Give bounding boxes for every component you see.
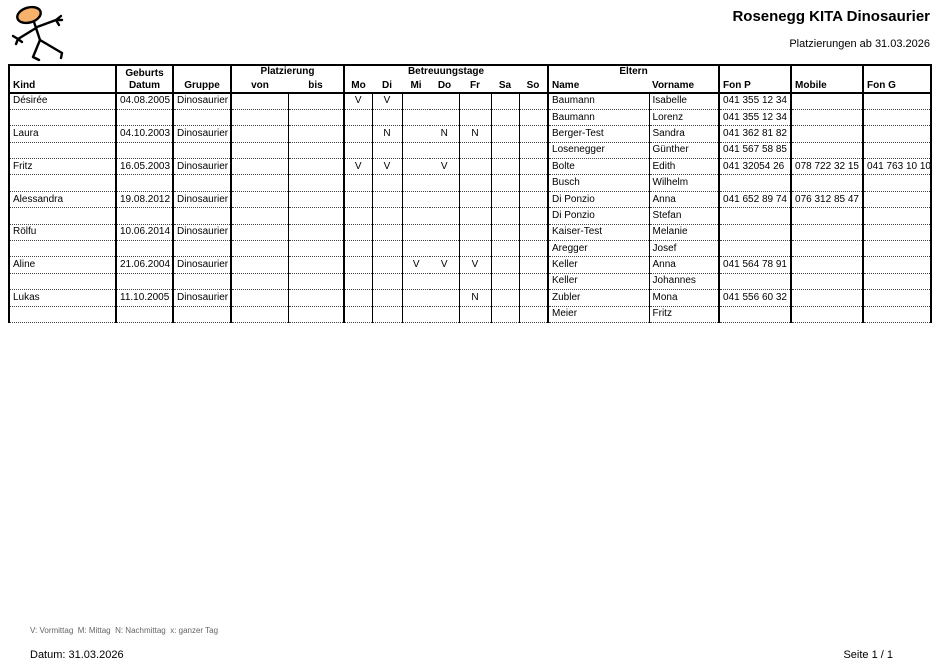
cell-so	[519, 175, 548, 191]
cell-sa	[491, 273, 519, 289]
cell-sa	[491, 142, 519, 158]
cell-fr: N	[459, 290, 491, 306]
cell-di: V	[372, 93, 402, 109]
cell-vorname: Lorenz	[649, 109, 719, 125]
cell-gruppe: Dinosaurier	[173, 126, 231, 142]
col-header-vorname: Vorname	[649, 78, 719, 93]
col-header-sa: Sa	[491, 78, 519, 93]
cell-name: Bolte	[548, 159, 649, 175]
cell-so	[519, 109, 548, 125]
cell-vorname: Johannes	[649, 273, 719, 289]
cell-name: Baumann	[548, 109, 649, 125]
cell-di	[372, 109, 402, 125]
cell-kind: Désirée	[9, 93, 116, 109]
cell-name: Di Ponzio	[548, 208, 649, 224]
cell-bis	[288, 93, 344, 109]
cell-sa	[491, 257, 519, 273]
cell-mobile: 076 312 85 47	[791, 191, 863, 207]
cell-datum: 11.10.2005	[116, 290, 173, 306]
cell-sa	[491, 93, 519, 109]
cell-mobile	[791, 208, 863, 224]
cell-name: Zubler	[548, 290, 649, 306]
cell-datum: 19.08.2012	[116, 191, 173, 207]
cell-name: Aregger	[548, 241, 649, 257]
cell-fr	[459, 175, 491, 191]
cell-bis	[288, 126, 344, 142]
cell-bis	[288, 224, 344, 240]
cell-mi	[402, 224, 430, 240]
cell-fr	[459, 191, 491, 207]
cell-bis	[288, 208, 344, 224]
cell-datum	[116, 273, 173, 289]
cell-kind	[9, 109, 116, 125]
cell-di	[372, 191, 402, 207]
cell-sa	[491, 126, 519, 142]
cell-di	[372, 224, 402, 240]
col-header-geburts-line: Geburts	[125, 68, 164, 79]
col-header-fon-p: Fon P	[719, 65, 791, 93]
cell-fonp	[719, 208, 791, 224]
cell-fr	[459, 159, 491, 175]
cell-mobile: 078 722 32 15	[791, 159, 863, 175]
table-row	[9, 191, 931, 207]
cell-gruppe	[173, 306, 231, 322]
cell-fong	[863, 191, 931, 207]
cell-von	[231, 290, 288, 306]
cell-mi	[402, 142, 430, 158]
cell-kind	[9, 208, 116, 224]
cell-gruppe: Dinosaurier	[173, 224, 231, 240]
cell-vorname: Stefan	[649, 208, 719, 224]
cell-sa	[491, 175, 519, 191]
cell-name: Kaiser-Test	[548, 224, 649, 240]
cell-di	[372, 306, 402, 322]
cell-gruppe	[173, 142, 231, 158]
cell-mo: V	[344, 159, 372, 175]
cell-mobile	[791, 175, 863, 191]
cell-do	[430, 208, 459, 224]
cell-fonp: 041 355 12 34	[719, 93, 791, 109]
cell-fong	[863, 93, 931, 109]
cell-kind: Fritz	[9, 159, 116, 175]
cell-do: N	[430, 126, 459, 142]
table-row	[9, 109, 931, 125]
cell-kind: Lukas	[9, 290, 116, 306]
cell-di	[372, 241, 402, 257]
cell-bis	[288, 142, 344, 158]
col-header-so: So	[519, 78, 548, 93]
cell-von	[231, 93, 288, 109]
cell-mi: V	[402, 257, 430, 273]
group-header-platzierung: Platzierung	[231, 65, 344, 78]
cell-so	[519, 126, 548, 142]
col-header-name: Name	[548, 78, 649, 93]
cell-name: Di Ponzio	[548, 191, 649, 207]
cell-mobile	[791, 306, 863, 322]
cell-mobile	[791, 93, 863, 109]
cell-mo	[344, 273, 372, 289]
cell-sa	[491, 306, 519, 322]
cell-datum	[116, 306, 173, 322]
cell-name: Busch	[548, 175, 649, 191]
cell-mi	[402, 126, 430, 142]
cell-von	[231, 175, 288, 191]
cell-so	[519, 191, 548, 207]
cell-name: Keller	[548, 257, 649, 273]
cell-vorname: Sandra	[649, 126, 719, 142]
cell-fong	[863, 126, 931, 142]
cell-mo	[344, 241, 372, 257]
cell-so	[519, 273, 548, 289]
page-subtitle: Platzierungen ab 31.03.2026	[789, 38, 930, 50]
cell-von	[231, 306, 288, 322]
cell-mo	[344, 224, 372, 240]
cell-von	[231, 273, 288, 289]
cell-di	[372, 290, 402, 306]
cell-fong	[863, 224, 931, 240]
cell-di	[372, 257, 402, 273]
cell-do	[430, 273, 459, 289]
table-row	[9, 290, 931, 306]
cell-do	[430, 191, 459, 207]
cell-sa	[491, 191, 519, 207]
cell-bis	[288, 306, 344, 322]
cell-von	[231, 241, 288, 257]
cell-fonp	[719, 306, 791, 322]
cell-di	[372, 142, 402, 158]
cell-bis	[288, 159, 344, 175]
cell-so	[519, 142, 548, 158]
cell-fr	[459, 224, 491, 240]
cell-mo	[344, 306, 372, 322]
cell-do	[430, 109, 459, 125]
cell-fr: N	[459, 126, 491, 142]
col-header-mo: Mo	[344, 78, 372, 93]
cell-datum	[116, 241, 173, 257]
cell-kind	[9, 175, 116, 191]
cell-do	[430, 290, 459, 306]
cell-di: N	[372, 126, 402, 142]
cell-so	[519, 159, 548, 175]
cell-di	[372, 273, 402, 289]
cell-kind: Aline	[9, 257, 116, 273]
cell-gruppe	[173, 175, 231, 191]
cell-vorname: Isabelle	[649, 93, 719, 109]
cell-datum: 10.06.2014	[116, 224, 173, 240]
cell-kind	[9, 142, 116, 158]
cell-mo	[344, 126, 372, 142]
cell-mobile	[791, 290, 863, 306]
table-row	[9, 273, 931, 289]
cell-kind: Alessandra	[9, 191, 116, 207]
cell-mi	[402, 290, 430, 306]
cell-gruppe: Dinosaurier	[173, 159, 231, 175]
cell-mo	[344, 142, 372, 158]
cell-mi	[402, 273, 430, 289]
cell-sa	[491, 159, 519, 175]
cell-fong	[863, 208, 931, 224]
cell-do	[430, 241, 459, 257]
cell-vorname: Josef	[649, 241, 719, 257]
cell-so	[519, 241, 548, 257]
placements-table	[8, 64, 932, 323]
cell-so	[519, 93, 548, 109]
col-header-mi: Mi	[402, 78, 430, 93]
cell-fr	[459, 109, 491, 125]
footer-page-number: Seite 1 / 1	[843, 649, 893, 661]
cell-mobile	[791, 109, 863, 125]
cell-fong	[863, 175, 931, 191]
cell-fong	[863, 257, 931, 273]
cell-datum	[116, 175, 173, 191]
cell-do	[430, 224, 459, 240]
col-header-fr: Fr	[459, 78, 491, 93]
col-header-gruppe: Gruppe	[173, 65, 231, 93]
cell-mi	[402, 93, 430, 109]
table-row	[9, 224, 931, 240]
cell-vorname: Anna	[649, 257, 719, 273]
cell-di	[372, 175, 402, 191]
table-row	[9, 241, 931, 257]
cell-datum: 21.06.2004	[116, 257, 173, 273]
cell-fonp: 041 556 60 32	[719, 290, 791, 306]
col-header-kind: Kind	[9, 65, 116, 93]
cell-fong	[863, 306, 931, 322]
col-header-di: Di	[372, 78, 402, 93]
cell-von	[231, 191, 288, 207]
cell-von	[231, 224, 288, 240]
cell-kind	[9, 241, 116, 257]
cell-so	[519, 290, 548, 306]
cell-so	[519, 306, 548, 322]
cell-mi	[402, 159, 430, 175]
cell-mobile	[791, 142, 863, 158]
cell-mo: V	[344, 93, 372, 109]
cell-bis	[288, 290, 344, 306]
cell-sa	[491, 290, 519, 306]
cell-vorname: Edith	[649, 159, 719, 175]
cell-bis	[288, 273, 344, 289]
cell-bis	[288, 191, 344, 207]
cell-gruppe	[173, 208, 231, 224]
cell-von	[231, 257, 288, 273]
cell-mi	[402, 191, 430, 207]
cell-do	[430, 306, 459, 322]
cell-so	[519, 224, 548, 240]
cell-mi	[402, 306, 430, 322]
table-row	[9, 257, 931, 273]
col-header-do: Do	[430, 78, 459, 93]
cell-name: Baumann	[548, 93, 649, 109]
cell-kind: Rölfu	[9, 224, 116, 240]
table-row	[9, 142, 931, 158]
cell-mi	[402, 175, 430, 191]
cell-datum	[116, 208, 173, 224]
cell-fong	[863, 109, 931, 125]
cell-mo	[344, 175, 372, 191]
cell-kind	[9, 306, 116, 322]
cell-mo	[344, 290, 372, 306]
cell-vorname: Anna	[649, 191, 719, 207]
cell-gruppe	[173, 109, 231, 125]
cell-kind: Laura	[9, 126, 116, 142]
cell-fong: 041 763 10 10	[863, 159, 931, 175]
cell-do: V	[430, 257, 459, 273]
cell-mobile	[791, 224, 863, 240]
cell-vorname: Fritz	[649, 306, 719, 322]
cell-vorname: Günther	[649, 142, 719, 158]
cell-fong	[863, 241, 931, 257]
cell-mi	[402, 109, 430, 125]
cell-bis	[288, 241, 344, 257]
cell-fong	[863, 273, 931, 289]
cell-gruppe	[173, 241, 231, 257]
cell-mi	[402, 241, 430, 257]
cell-mobile	[791, 126, 863, 142]
cell-gruppe: Dinosaurier	[173, 290, 231, 306]
cell-sa	[491, 208, 519, 224]
cell-fonp: 041 567 58 85	[719, 142, 791, 158]
cell-fr	[459, 273, 491, 289]
cell-datum	[116, 109, 173, 125]
cell-fonp: 041 652 89 74	[719, 191, 791, 207]
cell-name: Keller	[548, 273, 649, 289]
cell-datum: 04.10.2003	[116, 126, 173, 142]
cell-fonp: 041 355 12 34	[719, 109, 791, 125]
col-header-fon-g: Fon G	[863, 65, 931, 93]
cell-mo	[344, 257, 372, 273]
cell-bis	[288, 109, 344, 125]
cell-fonp: 041 564 78 91	[719, 257, 791, 273]
table-row	[9, 175, 931, 191]
col-header-geburtsdatum	[116, 65, 173, 93]
cell-datum: 16.05.2003	[116, 159, 173, 175]
cell-bis	[288, 257, 344, 273]
cell-name: Losenegger	[548, 142, 649, 158]
cell-von	[231, 109, 288, 125]
cell-fr	[459, 306, 491, 322]
cell-datum: 04.08.2005	[116, 93, 173, 109]
cell-bis	[288, 175, 344, 191]
cell-di	[372, 208, 402, 224]
cell-von	[231, 208, 288, 224]
placements-table-body	[9, 93, 931, 322]
col-header-datum-line: Datum	[128, 80, 161, 91]
cell-fonp	[719, 175, 791, 191]
cell-gruppe: Dinosaurier	[173, 191, 231, 207]
cell-mo	[344, 191, 372, 207]
cell-fr: V	[459, 257, 491, 273]
cell-mobile	[791, 273, 863, 289]
stick-figure-logo	[6, 2, 70, 66]
cell-fonp	[719, 273, 791, 289]
col-header-von: von	[231, 78, 288, 93]
cell-fonp	[719, 241, 791, 257]
cell-von	[231, 142, 288, 158]
cell-name: Berger-Test	[548, 126, 649, 142]
cell-gruppe: Dinosaurier	[173, 257, 231, 273]
logo-head	[15, 4, 42, 25]
cell-sa	[491, 224, 519, 240]
table-row	[9, 208, 931, 224]
cell-do	[430, 175, 459, 191]
cell-fr	[459, 241, 491, 257]
cell-fonp	[719, 224, 791, 240]
cell-so	[519, 257, 548, 273]
cell-fong	[863, 142, 931, 158]
table-row	[9, 126, 931, 142]
cell-mi	[402, 208, 430, 224]
page-title: Rosenegg KITA Dinosaurier	[732, 8, 930, 25]
cell-mobile	[791, 241, 863, 257]
abbreviation-legend: V: Vormittag M: Mittag N: Nachmittag x: ganzer Tag	[30, 626, 219, 635]
footer-date: Datum: 31.03.2026	[30, 649, 124, 661]
cell-fr	[459, 208, 491, 224]
cell-fonp: 041 32054 26	[719, 159, 791, 175]
cell-mo	[344, 208, 372, 224]
cell-vorname: Melanie	[649, 224, 719, 240]
group-header-betreuungstage: Betreuungstage	[344, 65, 548, 78]
cell-di: V	[372, 159, 402, 175]
col-header-bis: bis	[288, 78, 344, 93]
cell-von	[231, 159, 288, 175]
cell-do: V	[430, 159, 459, 175]
cell-datum	[116, 142, 173, 158]
cell-so	[519, 208, 548, 224]
cell-sa	[491, 241, 519, 257]
cell-gruppe: Dinosaurier	[173, 93, 231, 109]
cell-do	[430, 93, 459, 109]
cell-von	[231, 126, 288, 142]
cell-vorname: Wilhelm	[649, 175, 719, 191]
col-header-mobile: Mobile	[791, 65, 863, 93]
cell-fong	[863, 290, 931, 306]
table-row	[9, 306, 931, 322]
group-header-eltern: Eltern	[548, 65, 719, 78]
cell-sa	[491, 109, 519, 125]
table-row	[9, 93, 931, 109]
cell-do	[430, 142, 459, 158]
cell-fr	[459, 142, 491, 158]
cell-fonp: 041 362 81 82	[719, 126, 791, 142]
cell-mo	[344, 109, 372, 125]
cell-mobile	[791, 257, 863, 273]
cell-fr	[459, 93, 491, 109]
cell-gruppe	[173, 273, 231, 289]
cell-vorname: Mona	[649, 290, 719, 306]
table-row	[9, 159, 931, 175]
cell-name: Meier	[548, 306, 649, 322]
cell-kind	[9, 273, 116, 289]
